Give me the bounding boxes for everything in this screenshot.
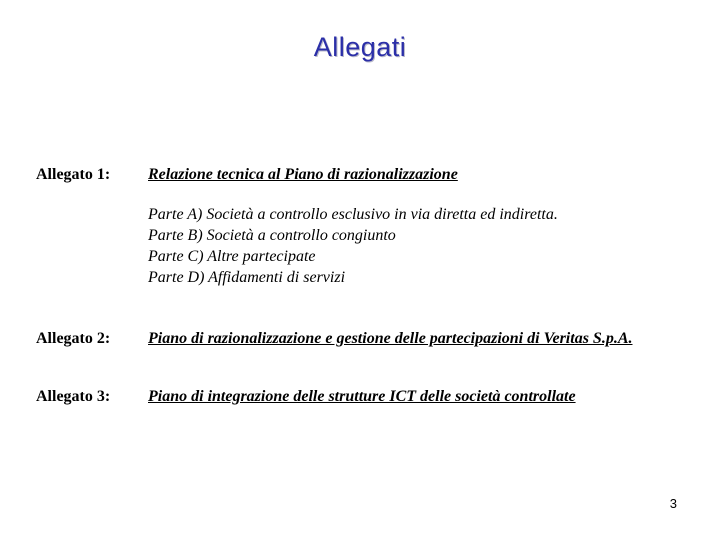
- attachment-2-heading: Piano di razionalizzazione e gestione delle partecipazioni di Veritas S.p.A.: [148, 330, 633, 347]
- attachment-1-heading: Relazione tecnica al Piano di razionalizzazione: [148, 166, 458, 183]
- attachment-1-part-d: Parte D) Affidamenti di servizi: [148, 269, 346, 286]
- attachment-1-part-c: Parte C) Altre partecipate: [148, 248, 316, 265]
- attachment-1-label: Allegato 1:: [36, 166, 111, 183]
- attachment-1-part-b: Parte B) Società a controllo congiunto: [148, 227, 396, 244]
- page-number: 3: [669, 496, 677, 511]
- attachment-3-heading: Piano di integrazione delle strutture ICT delle società controllate: [148, 388, 576, 405]
- attachment-1-part-a: Parte A) Società a controllo esclusivo in via diretta ed indiretta.: [148, 206, 558, 223]
- attachment-2-label: Allegato 2:: [36, 330, 111, 347]
- slide-title: Allegati: [313, 32, 407, 62]
- attachment-3-label: Allegato 3:: [36, 388, 111, 405]
